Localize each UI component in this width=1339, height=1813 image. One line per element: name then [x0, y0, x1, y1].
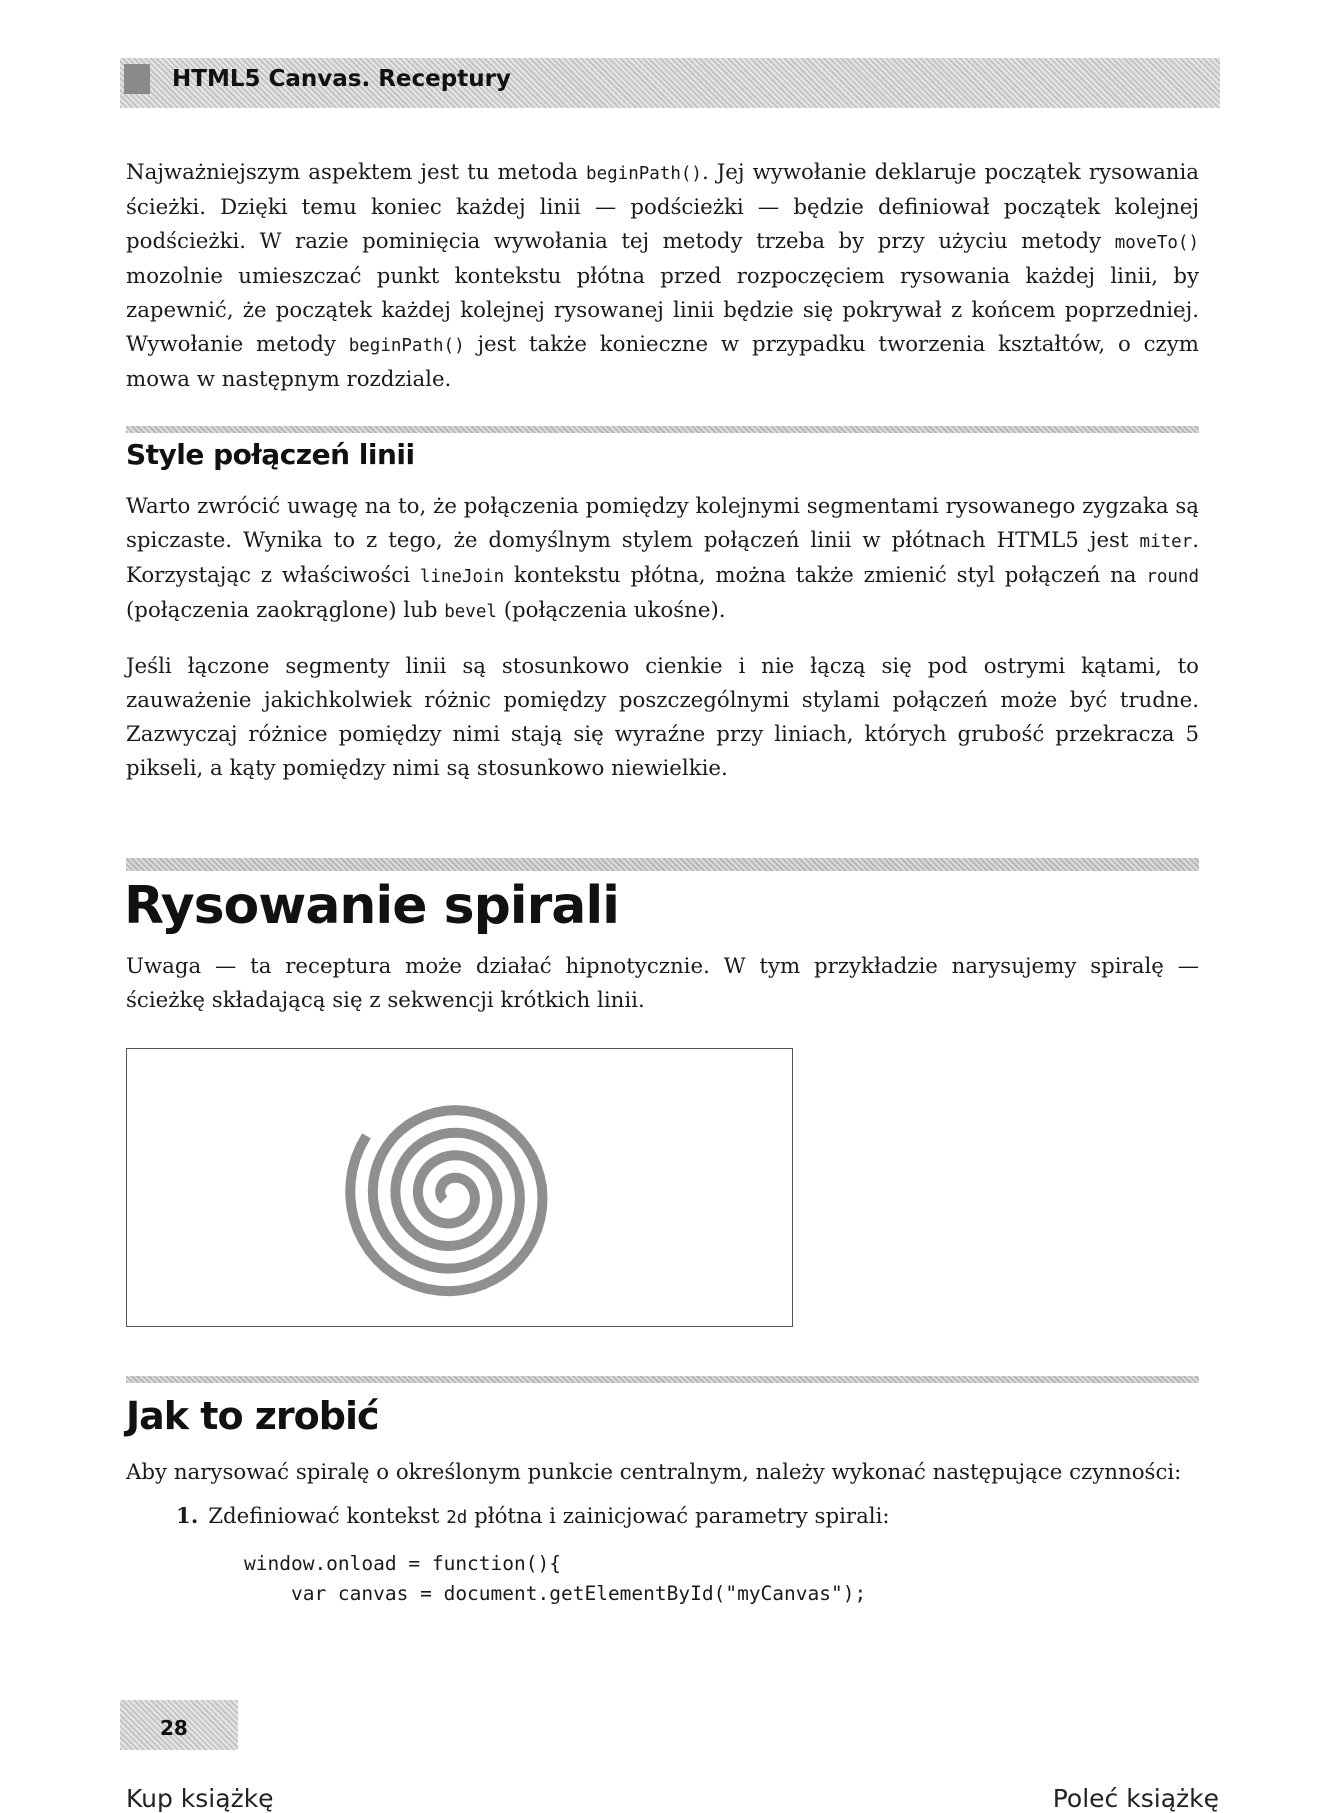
- text-run: (połączenia zaokrąglone) lub: [126, 598, 445, 623]
- text-run: mozolnie umieszczać punkt kontekstu płótna przed rozpoczęciem rysowania każdej linii, by zapewnić, że początek każdej kolejnej rysowanej linii będzie się pokrywał z końcem poprzedniej. Wywołanie metody: [126, 264, 1199, 357]
- text-run: płótna i zainicjować parametry spirali:: [467, 1504, 890, 1529]
- running-header-title: HTML5 Canvas. Receptury: [172, 66, 511, 92]
- text-run: Najważniejszym aspektem jest tu metoda: [126, 160, 587, 185]
- recommend-book-link[interactable]: Poleć książkę: [1052, 1784, 1219, 1813]
- chapter-heading-spiral: Rysowanie spirali: [124, 876, 620, 936]
- code-line: var canvas = document.getElementById("myCanvas");: [244, 1582, 867, 1605]
- inline-code: miter: [1139, 532, 1193, 552]
- step-1: [176, 1500, 890, 1535]
- paragraph-line-joins: [126, 490, 1199, 629]
- chapter-rule: [126, 858, 1199, 871]
- inline-code: moveTo(): [1114, 233, 1199, 253]
- section-rule: [126, 426, 1199, 433]
- spiral-line: [350, 1110, 542, 1291]
- section-heading-how-to: Jak to zrobić: [126, 1394, 379, 1438]
- spiral-drawing: [127, 1049, 792, 1326]
- buy-book-link[interactable]: Kup książkę: [126, 1784, 274, 1813]
- text-run: jest także konieczne w przypadku tworzenia kształtów, o czym mowa w następnym rozdziale.: [126, 332, 1199, 392]
- inline-code: 2d: [446, 1508, 468, 1528]
- inline-code: round: [1146, 567, 1199, 587]
- section-heading-line-joins: Style połączeń linii: [126, 438, 415, 471]
- section-rule: [126, 1376, 1199, 1383]
- inline-code: bevel: [444, 602, 497, 622]
- text-run: Warto zwrócić uwagę na to, że połączenia pomiędzy kolejnymi segmentami rysowanego zygzaka są spiczaste. Wynika to z tego, że domyślnym stylem połączeń linii w płótnach HTML5 jest: [126, 494, 1199, 553]
- page-number: 28: [160, 1716, 188, 1740]
- spiral-figure: [126, 1048, 793, 1327]
- paragraph-intro: [126, 156, 1199, 397]
- inline-code: beginPath(): [586, 164, 702, 184]
- text-run: Zdefiniować kontekst: [208, 1504, 447, 1529]
- step-number: 1.: [176, 1504, 199, 1529]
- inline-code: lineJoin: [419, 567, 505, 587]
- text-run: kontekstu płótna, można także zmienić styl połączeń na: [504, 563, 1147, 588]
- code-line: window.onload = function(){: [244, 1552, 561, 1575]
- paragraph-how-to: Aby narysować spiralę o określonym punkcie centralnym, należy wykonać następujące czynności:: [126, 1460, 1182, 1485]
- text-run: (połączenia ukośne).: [496, 598, 726, 623]
- running-header-marker: [124, 64, 150, 94]
- text-run: . Korzystając z właściwości: [126, 528, 1199, 588]
- paragraph-join-differences: Jeśli łączone segmenty linii są stosunkowo cienkie i nie łączą się pod ostrymi kątami, to zauważenie jakichkolwiek różnic pomiędzy poszczególnymi stylami połączeń może być trudne. Zazwyczaj różnice pomiędzy nimi stają się wyraźne przy liniach, których grubość przekracza 5 pikseli, a kąty pomiędzy nimi są stosunkowo niewielkie.: [126, 654, 1199, 781]
- paragraph-spiral-intro: Uwaga — ta receptura może działać hipnotycznie. W tym przykładzie narysujemy spiralę — ścieżkę składającą się z sekwencji krótkich linii.: [126, 954, 1199, 1013]
- text-run: . Jej wywołanie deklaruje początek rysowania ścieżki. Dzięki temu koniec każdej linii — podścieżki — będzie definiował początek kolejnej podścieżki. W razie pominięcia wywołania tej metody trzeba by przy użyciu metody: [126, 160, 1199, 254]
- inline-code: beginPath(): [348, 336, 465, 356]
